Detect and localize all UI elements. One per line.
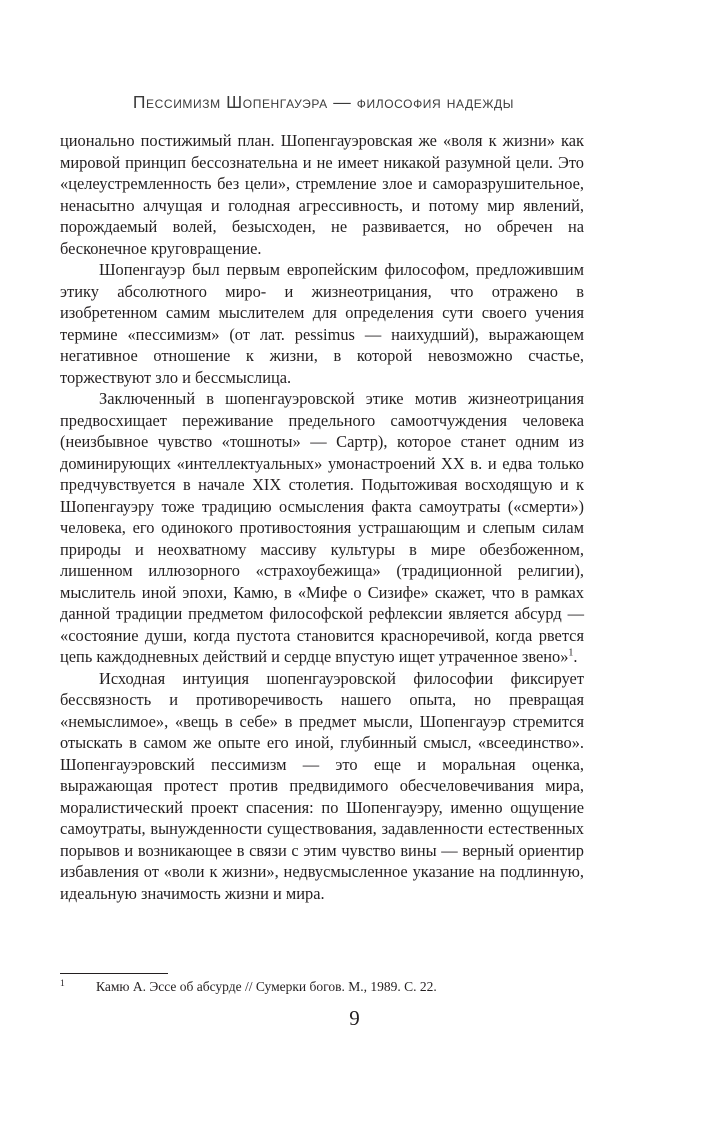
running-header: Пессимизм Шопенгауэра — философия надежды [132,92,514,112]
paragraph-3-end: . [573,647,578,666]
footnote [60,978,584,995]
page-number: 9 [349,1006,360,1030]
footnote-number: 1 [60,979,65,989]
paragraph-3-text: Заключенный в шопенгауэровской этике мотив жизнеотрицания предвосхищает переживание предельного самоотчуждения человека (неизбывное чувство «тошноты» — Сартр), которое станет одним из доминирующих «интеллектуальных» умонастроений XX в. и едва только предчувствуется в начале XIX столетия. Подытоживая восходящую и к Шопенгауэру тоже традицию осмысления факта самоутраты («смерти») человека, его одинокого противостояния устрашающим и слепым силам природы и неохватному массиву культуры в мире обезбоженном, лишенном иллюзорного «страхоубежища» (традиционной религии), мыслитель иной эпохи, Камю, в «Мифе о Сизифе» скажет, что в рамках данной традиции предметом философской рефлексии является абсурд — «состояние души, когда пустота становится красноречивой, когда рвется цепь каждодневных действий и сердце впустую ищет утраченное звено» [60,389,584,666]
paragraph-2: Шопенгауэр был первым европейским философом, предложившим этику абсолютного миро- и жизнеотрицания, что отражено в изобретенном самим мыслителем для определения сути своего учения термине «пессимизм» (от лат. pessimus — наихудший), выражающем негативное отношение к жизни, в которой невозможно счастье, торжествуют зло и бессмыслица. [60,260,584,387]
footnote-divider [60,973,168,974]
footnote-text: Камю А. Эссе об абсурде // Сумерки богов. М., 1989. С. 22. [96,979,437,994]
body-text [60,130,584,904]
paragraph-4: Исходная интуиция шопенгауэровской философии фиксирует бессвязность и противоречивость нашего опыта, но превращая «немыслимое», «вещь в себе» в предмет мысли, Шопенгауэр стремится отыскать в самом же опыте его иной, глубинный смысл, «всеединство». Шопенгауэровский пессимизм — это еще и моральная оценка, выражающая протест против предвидимого обесчеловечивания мира, моралистический проект спасения: по Шопенгауэру, именно ощущение самоутраты, вынужденности существования, задавленности естественных порывов и возникающее в связи с этим чувство вины — верный ориентир избавления от «воли к жизни», недвусмысленное указание на подлинную, идеальную значимость жизни и мира. [60,668,584,903]
paragraph-1: ционально постижимый план. Шопенгауэровская же «воля к жизни» как мировой принцип бессознательна и не имеет никакой разумной цели. Это «целеустремленность без цели», стремление злое и саморазрушительное, ненасытно алчущая и голодная агрессивность, и потому мир явлений, порождаемый волей, безысходен, не развивается, но обречен на бесконечное круговращение. [60,131,584,258]
paragraph-3 [60,388,584,668]
footnote-reference[interactable]: 1 [568,647,574,659]
